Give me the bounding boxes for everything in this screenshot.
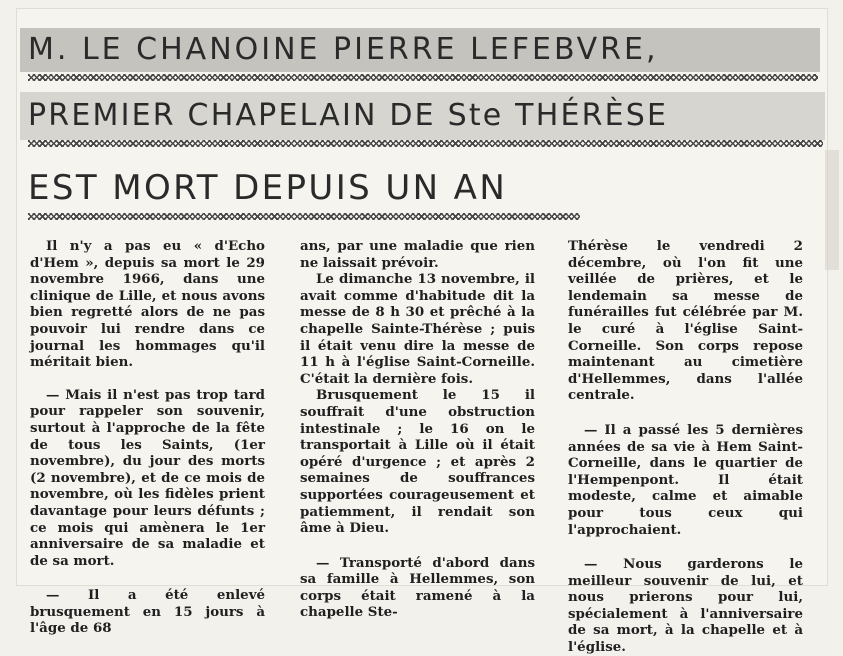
paragraph: — Il a été enlevé brusquement en 15 jours à l'âge de 68 (30, 587, 265, 637)
headline-rule (28, 74, 818, 81)
paragraph: ans, par une maladie que rien ne laissait prévoir. (300, 238, 535, 271)
headline-line-2: PREMIER CHAPELAIN DE Ste THÉRÈSE (28, 98, 669, 133)
article-column-3 (568, 238, 803, 656)
paragraph: Brusquement le 15 il souffrait d'une obstruction intestinale ; le 16 on le transportait à Lille où il était opéré d'urgence ; et après 2 semaines de souffrances supportées courageusement et patiemment, il rendait son âme à Dieu. (300, 387, 535, 537)
headline-rule (28, 213, 580, 220)
headline-rule (28, 140, 823, 147)
paragraph: — Transporté d'abord dans sa famille à Hellemmes, son corps était ramené à la chapelle Ste- (300, 554, 535, 621)
article-column-1 (30, 238, 265, 637)
page-edge-shadow (825, 150, 839, 270)
paragraph: — Il a passé les 5 dernières années de sa vie à Hem Saint-Corneille, dans le quartier de l'Hempenpont. Il était modeste, calme et aimable pour tous ceux qui l'approchaient. (568, 421, 803, 538)
headline-line-1: M. LE CHANOINE PIERRE LEFEBVRE, (28, 32, 659, 67)
paragraph: Le dimanche 13 novembre, il avait comme d'habitude dit la messe de 8 h 30 et prêché à la chapelle Sainte-Thérèse ; puis il était venu dire la messe de 11 h à l'église Saint-Corneille. C'était la dernière fois. (300, 271, 535, 387)
headline-line-3: EST MORT DEPUIS UN AN (28, 168, 508, 208)
article-column-2 (300, 238, 535, 621)
paragraph: — Mais il n'est pas trop tard pour rappeler son souvenir, surtout à l'approche de la fête de tous les Saints, (1er novembre), du jour des morts (2 novembre), et de ce mois de novembre, où les fidèles prient davantage pour leurs défunts ; ce mois qui amènera le 1er anniversaire de sa maladie et de sa mort. (30, 386, 265, 569)
paragraph: — Nous garderons le meilleur souvenir de lui, et nous prierons pour lui, spécialement à l'anniversaire de sa mort, à la chapelle et à l'église. (568, 556, 803, 656)
paragraph: Il n'y a pas eu « d'Echo d'Hem », depuis sa mort le 29 novembre 1966, dans une clinique de Lille, et nous avons bien regretté alors de ne pas pouvoir lui rendre dans ce journal les hommages qu'il méritait bien. (30, 238, 265, 371)
paragraph: Thérèse le vendredi 2 décembre, où l'on fit une veillée de prières, et le lendemain sa messe de funérailles fut célébrée par M. le curé à l'église Saint-Corneille. Son corps repose maintenant au cimetière d'Hellemmes, dans l'allée centrale. (568, 238, 803, 404)
